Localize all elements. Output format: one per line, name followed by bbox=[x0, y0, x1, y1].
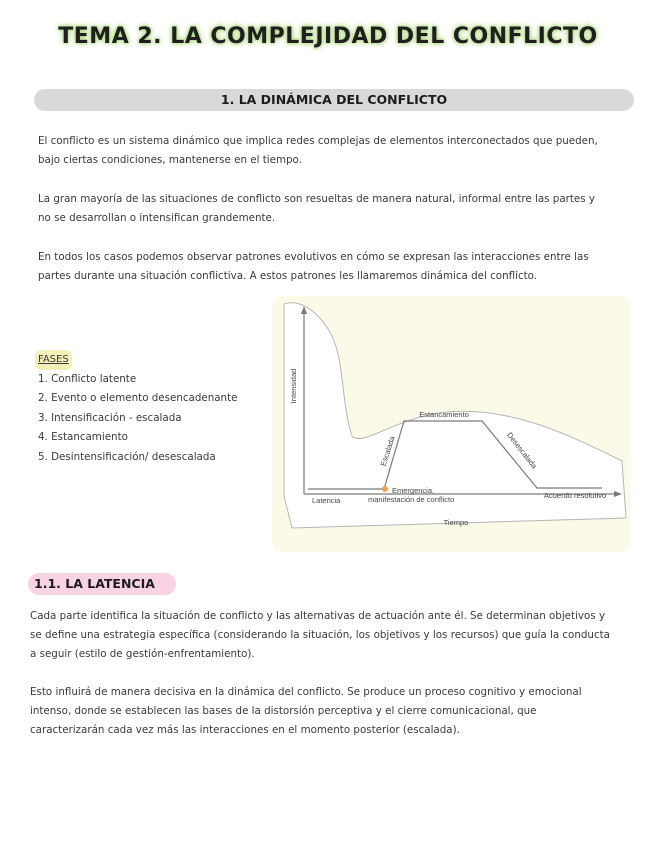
conflict-dynamics-diagram bbox=[272, 296, 630, 552]
emergence-marker bbox=[382, 486, 388, 492]
y-axis-label: Intensidad bbox=[289, 368, 298, 404]
phase-item: 4. Estancamiento bbox=[38, 431, 128, 443]
latencia-paragraph-2: Esto influirá de manera decisiva en la dinámica del conflicto. Se produce un proceso cognitivo y emocional intenso, donde se establecen las bases de la distorsión perceptiva y el cierre comunicacional, que caracterizarán cada vez más las interacciones en el momento posterior (escalada). bbox=[30, 686, 582, 736]
paragraph-3: En todos los casos podemos observar patrones evolutivos en cómo se expresan las interacciones entre las partes durante una situación conflictiva. A estos patrones les llamaremos dinámica del conflicto. bbox=[38, 251, 589, 282]
emergencia-label-2: manifestación de conflicto bbox=[368, 495, 455, 504]
x-axis-label: Tiempo bbox=[443, 518, 469, 527]
desescalada-label: Desescalada bbox=[505, 430, 539, 471]
section-heading-dinamica: 1. LA DINÁMICA DEL CONFLICTO bbox=[34, 89, 634, 111]
phase-item: 3. Intensificación - escalada bbox=[38, 411, 182, 424]
phase-item: 5. Desintensificación/ desescalada bbox=[38, 450, 216, 463]
emergencia-label: Emergencia, bbox=[392, 486, 435, 495]
latencia-paragraph-1: Cada parte identifica la situación de conflicto y las alternativas de actuación ante él. Se determinan objetivos y se define una estrategia específica (considerando la situación, los objetivos y los recursos) que guía la conducta a seguir (estilo de gestión-enfrentamiento). bbox=[30, 610, 610, 660]
phase-item: 1. Conflicto latente bbox=[38, 372, 137, 385]
phases-list bbox=[38, 350, 268, 467]
escalada-label: Escalada bbox=[378, 435, 397, 468]
paragraph-1: El conflicto es un sistema dinámico que implica redes complejas de elementos interconectados que pueden, bajo ciertas condiciones, mantenerse en el tiempo. bbox=[38, 135, 598, 166]
paragraph-2: La gran mayoría de las situaciones de conflicto son resueltas de manera natural, informal entre las partes y no se desarrollan o intensifican grandemente. bbox=[38, 193, 595, 224]
title-container bbox=[0, 22, 656, 51]
section-heading-latencia: 1.1. LA LATENCIA bbox=[28, 573, 176, 595]
latencia-label: Latencia bbox=[312, 496, 341, 505]
acuerdo-label: Acuerdo resolutivo bbox=[544, 491, 607, 500]
estancamiento-label: Estancamiento bbox=[419, 410, 469, 419]
phases-header: FASES bbox=[35, 350, 72, 370]
page-title: TEMA 2. LA COMPLEJIDAD DEL CONFLICTO bbox=[58, 24, 598, 49]
phase-item: 2. Evento o elemento desencadenante bbox=[38, 392, 238, 404]
